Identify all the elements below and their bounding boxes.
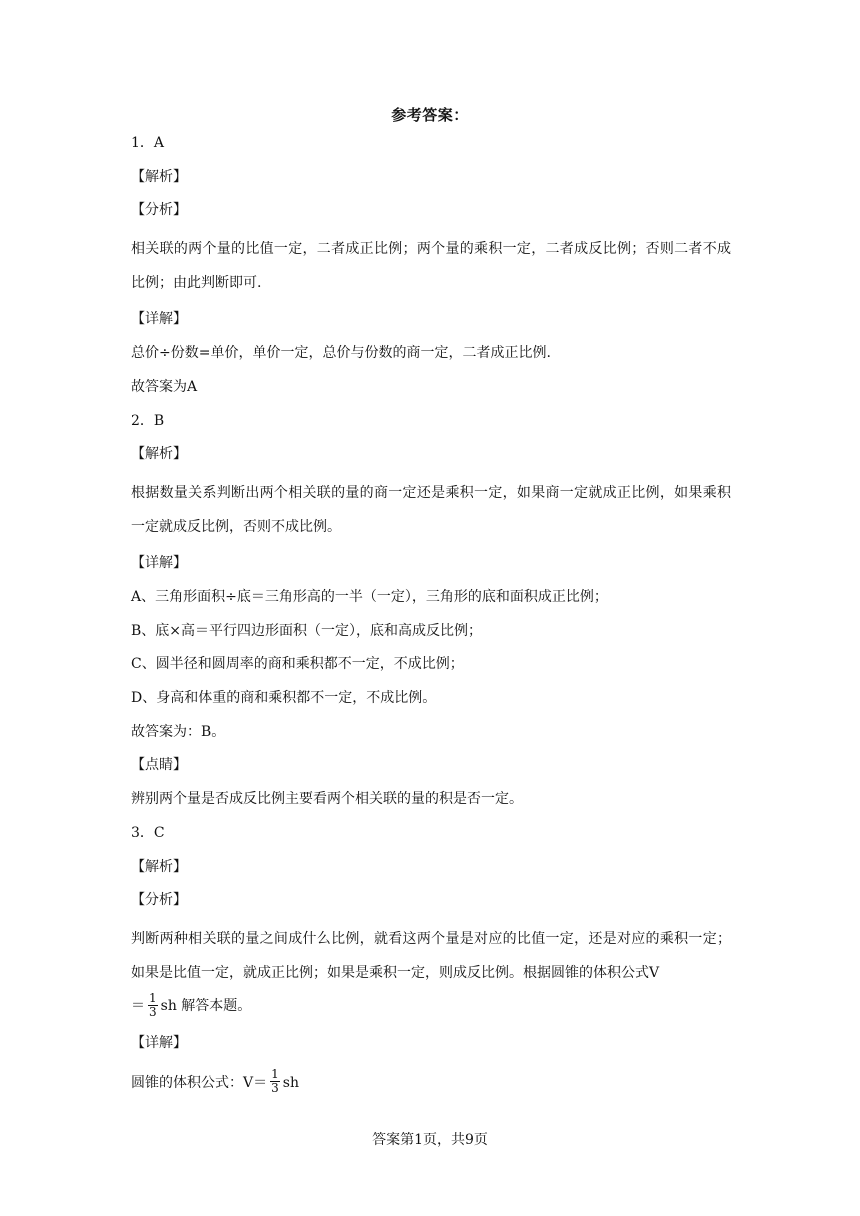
formula-fraction-denominator: 3 [271,1081,279,1096]
answer-content [131,132,731,1111]
q1-fenxi-heading: 【分析】 [131,202,187,219]
q3-analysis-text: 判断两种相关联的量之间成什么比例，就看这两个量是对应的比值一定，还是对应的乘积一定；如果是比值一定，就成正比例；如果是乘积一定，则成反比例。根据圆锥的体积公式V [131,930,731,981]
fraction-numerator: 1 [149,990,157,1005]
q3-analysis [131,923,731,1024]
q2-dianjing-heading: 【点睛】 [131,757,187,774]
q1-analysis: 相关联的两个量的比值一定，二者成正比例；两个量的乘积一定，二者成反比例；否则二者不成比例；由此判断即可. [131,241,731,291]
q1-number: 1．A [131,135,165,151]
fraction-denominator: 3 [149,1004,157,1019]
q1-jiexi-heading: 【解析】 [131,168,187,185]
q2-option-a: A、三角形面积÷底＝三角形高的一半（一定），三角形的底和面积成正比例； [131,589,608,605]
q1-detail: 总价÷份数=单价，单价一定，总价与份数的商一定，二者成正比例. [131,345,551,362]
page-footer: 答案第1页，共9页 [372,1132,488,1148]
q2-option-b: B、底×高＝平行四边形面积（一定），底和高成反比例； [131,622,483,639]
q2-jiexi-heading: 【解析】 [131,446,187,463]
q3-number: 3．C [131,824,165,841]
q3-formula-suffix: sh [282,1074,299,1091]
q1-xiangjie-heading: 【详解】 [131,311,187,328]
q3-analysis-equals: ＝ [131,998,145,1015]
q2-analysis: 根据数量关系判断出两个相关联的量的商一定还是乘积一定，如果商一定就成正比例，如果乘积一定就成反比例，否则不成比例。 [131,484,731,535]
formula-one-third-fraction [270,1068,280,1095]
q2-option-c: C、圆半径和圆周率的商和乘积都不一定，不成比例； [131,656,464,673]
q3-jiexi-heading: 【解析】 [131,858,187,875]
q2-answer: 故答案为：B。 [131,723,226,740]
q2-tip: 辨别两个量是否成反比例主要看两个相关联的量的积是否一定。 [131,791,523,808]
q3-xiangjie-heading: 【详解】 [131,1034,187,1051]
q3-analysis-tail: sh 解答本题。 [160,998,252,1015]
q3-formula [131,1066,731,1100]
q1-answer: 故答案为A [131,378,198,395]
q3-formula-prefix: 圆锥的体积公式：V＝ [131,1074,268,1091]
q3-fenxi-heading: 【分析】 [131,892,187,909]
q2-xiangjie-heading: 【详解】 [131,555,187,572]
formula-fraction-numerator: 1 [271,1067,279,1082]
one-third-fraction [148,992,158,1019]
q2-number: 2．B [131,412,165,429]
page-title: 参考答案： [391,106,469,124]
q2-option-d: D、身高和体重的商和乘积都不一定，不成比例。 [131,690,437,707]
